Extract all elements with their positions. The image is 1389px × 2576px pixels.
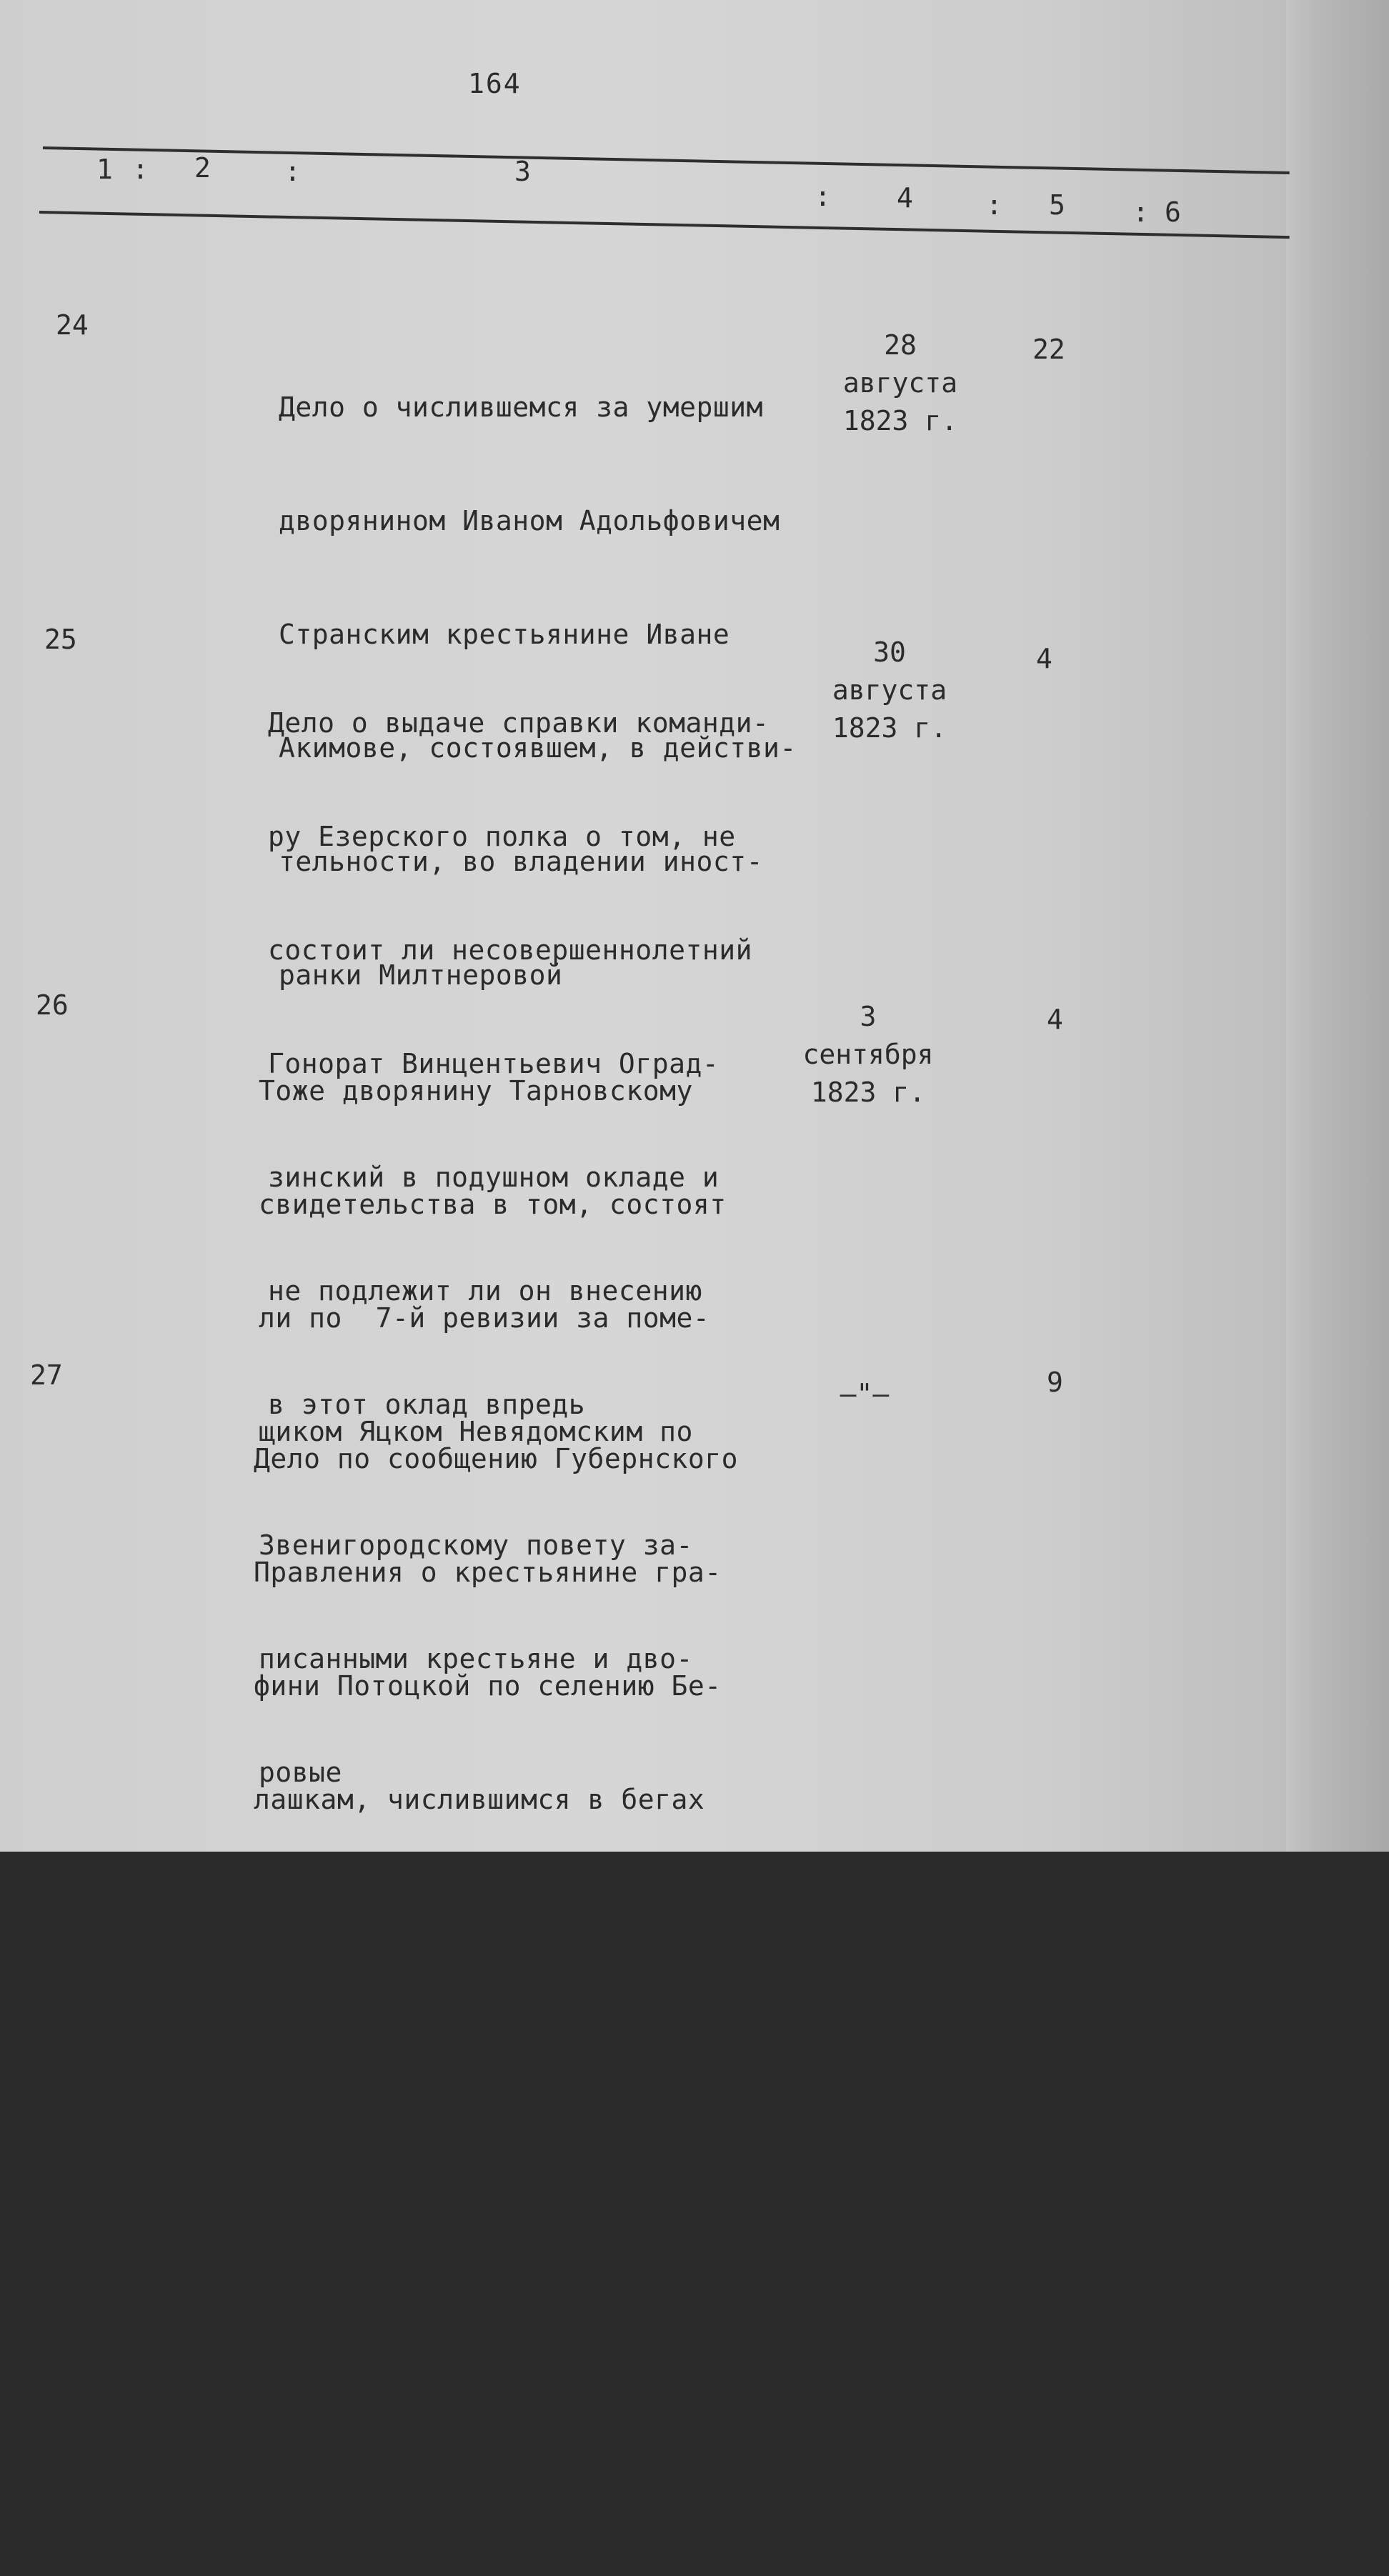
description-line: ровые bbox=[259, 1757, 342, 1788]
description-line: Акимове, состоявшем, в действи- bbox=[279, 732, 797, 764]
column-separator: : bbox=[815, 181, 831, 212]
date-day: 3 bbox=[860, 1001, 877, 1032]
column-separator: : bbox=[1132, 196, 1149, 228]
column-separator: : bbox=[132, 154, 149, 185]
column-header-4: 4 bbox=[897, 182, 913, 214]
date-year: 1823 г. bbox=[832, 712, 947, 744]
description-line: водворить на место прежнего bbox=[254, 2352, 705, 2383]
column-header-5: 5 bbox=[1049, 189, 1065, 221]
description-line: ложно называющего себя воен- bbox=[254, 2011, 722, 2042]
column-separator: : bbox=[986, 189, 1002, 221]
description-line: свидетельства в том, состоят bbox=[259, 1189, 727, 1220]
description-line: зинский в подушном окладе и bbox=[268, 1162, 720, 1193]
entry-date bbox=[818, 326, 982, 440]
description-line: лашкам, числившимся в бегах bbox=[254, 1784, 705, 1815]
description-line: наказании плетьми предписано bbox=[254, 2238, 722, 2270]
entry-description bbox=[254, 1364, 738, 2576]
description-line: не подлежит ли он внесению bbox=[268, 1275, 702, 1307]
description-line: дворянином Иваном Адольфовичем bbox=[279, 505, 780, 536]
description-line: Дело по сообщению Губернского bbox=[254, 1443, 738, 1474]
date-month: августа bbox=[842, 367, 958, 399]
entry-sheets: 4 bbox=[1047, 1004, 1063, 1035]
entry-date bbox=[786, 998, 950, 1112]
description-line: щиком Яцком Невядомским по bbox=[259, 1416, 693, 1447]
date-day: 28 bbox=[884, 329, 917, 361]
description-line: Странским крестьянине Иване bbox=[279, 619, 730, 650]
description-line: Гонорат Винцентьевич Оград- bbox=[268, 1048, 720, 1079]
entry-date bbox=[807, 634, 972, 747]
entry-date bbox=[782, 1375, 947, 1413]
entry-number: 26 bbox=[36, 989, 69, 1021]
description-line: Правления о крестьянине гра- bbox=[254, 1557, 722, 1588]
description-line: Дело о выдаче справки команди- bbox=[268, 707, 770, 739]
description-line: жительства bbox=[254, 2465, 421, 2497]
column-header-3: 3 bbox=[514, 156, 531, 187]
entry-sheets: 4 bbox=[1036, 643, 1052, 674]
date-month: сентября bbox=[802, 1039, 934, 1070]
description-line: писанными крестьяне и дво- bbox=[259, 1643, 693, 1674]
description-line: Звенигородскому повету за- bbox=[259, 1529, 693, 1561]
description-line: Дело о числившемся за умершим bbox=[279, 391, 763, 423]
entry-number: 24 bbox=[56, 309, 89, 341]
date-year: 1823 г. bbox=[810, 1077, 926, 1108]
description-line: ру Езерского полка о том, не bbox=[268, 821, 736, 852]
header-rule-top bbox=[43, 146, 1290, 174]
column-separator: : bbox=[284, 156, 301, 187]
description-line: ным дезертиром, которого по bbox=[254, 2125, 705, 2156]
date-ditto-mark: —"— bbox=[840, 1378, 890, 1409]
description-line: фини Потоцкой по селению Бе- bbox=[254, 1670, 722, 1702]
entry-sheets: 22 bbox=[1032, 334, 1065, 365]
date-month: августа bbox=[832, 674, 947, 706]
description-line: ранки Милтнеровой bbox=[279, 959, 563, 991]
column-header-6: 6 bbox=[1165, 196, 1181, 228]
page-number: 164 bbox=[468, 68, 522, 99]
description-line: Иване Козорезове (Креус), bbox=[254, 1897, 672, 1929]
description-line: ли по 7-й ревизии за поме- bbox=[259, 1302, 710, 1334]
description-line: в этот оклад впредь bbox=[268, 1389, 586, 1420]
page-edge-shadow bbox=[1286, 0, 1389, 1852]
column-header-2: 2 bbox=[194, 152, 211, 184]
description-line: состоит ли несовершеннолетний bbox=[268, 934, 752, 966]
entry-number: 27 bbox=[30, 1359, 63, 1391]
date-day: 30 bbox=[873, 636, 906, 668]
description-line: Тоже дворянину Тарновскому bbox=[259, 1075, 693, 1107]
date-year: 1823 г. bbox=[842, 405, 958, 436]
header-rule-bottom bbox=[39, 211, 1290, 239]
entry-sheets: 9 bbox=[1047, 1367, 1063, 1398]
entry-number: 25 bbox=[44, 624, 77, 655]
column-header-1: 1 bbox=[96, 154, 113, 185]
description-line: тельности, во владении иност- bbox=[279, 846, 763, 877]
